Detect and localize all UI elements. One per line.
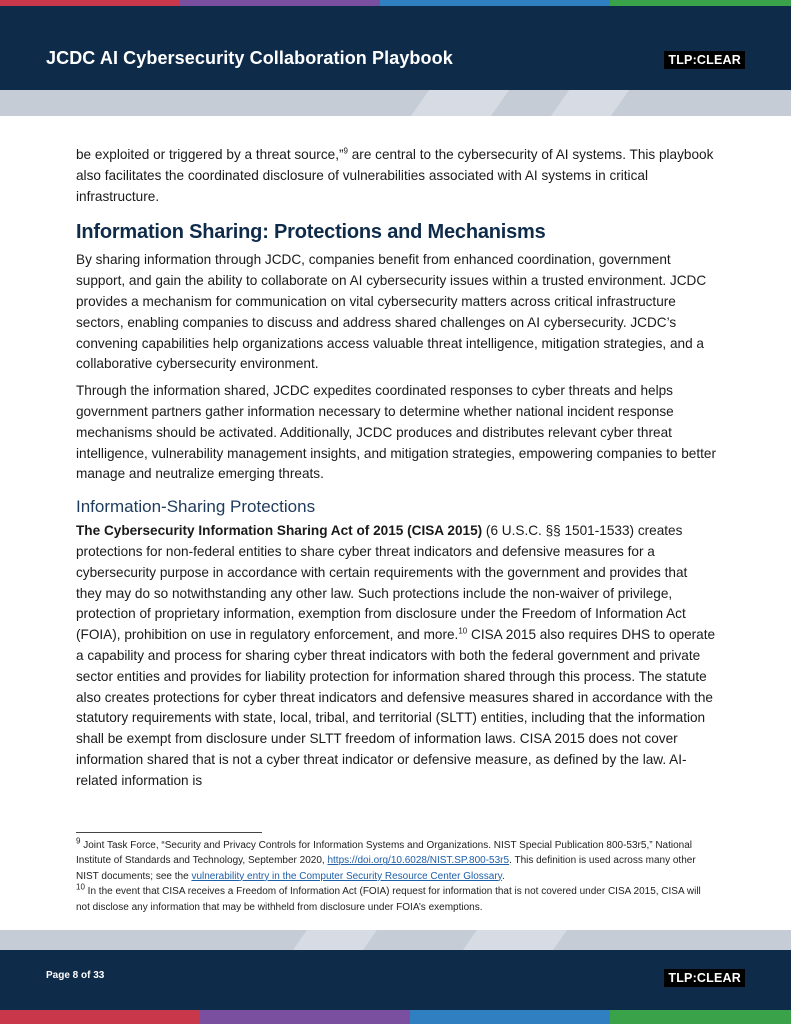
section-heading: Information Sharing: Protections and Mechanisms xyxy=(76,221,546,244)
section-paragraph-1: By sharing information through JCDC, companies benefit from enhanced coordination, government support, and gain the ability to collaborate on AI cybersecurity issues within a trusted environment. JCDC provides a mechanism for communication on vital cybersecurity matters across critical infrastructure sectors, enabling companies to discuss and address shared challenges on AI cybersecurity. JCDC’s convening capabilities help organizations access valuable threat intelligence, mitigation strategies, and a collaborative cybersecurity environment. xyxy=(76,252,707,372)
footnote-ref-10[interactable]: 10 xyxy=(458,626,468,636)
cisa-2015-paragraph: The Cybersecurity Information Sharing Act of 2015 (CISA 2015) (6 U.S.C. §§ 1501-1533) creates protections for non-federal entities to share cyber threat indicators and defensive measures for a cybersecurity purpose in accordance with certain requirements with the government and provides that they may do so notwithstanding any other law. Such protections include the non-waiver of privilege, protection of proprietary information, exemption from disclosure under the Freedom of Information Act (FOIA), prohibition on use in regulatory enforcement, and more.$^{10}$ CISA 2015 also requires DHS to operate a capability and process for sharing cyber threat indicators with both the federal government and private sector entities and provides for liability protection for information shared through this process. The statute also creates protections for cyber threat indicators and defensive measures shared in accordance with the statutory requirements with state, local, tribal, and territorial (SLTT) entities, including that the information shall be exempt from disclosure under SLTT freedom of information laws. CISA 2015 does not cover information shared that is not a cyber threat indicator or defensive measure, as defined by the law. AI-related information is xyxy=(76,523,716,788)
csrc-glossary-link[interactable]: vulnerability entry in the Computer Security Resource Center Glossary xyxy=(191,870,502,882)
footnote-9: $^9$ Joint Task Force, “Security and Privacy Controls for Information Systems and Organizations. NIST Special Publication 800-53r5,” National Institute of Standards and Technology, September 2020, https://doi.org/10.6028/NIST.SP.800-53r5. This definition is used across many other NIST documents; see the vulnerability entry in the Computer Security Resource Center Glossary. xyxy=(76,836,696,882)
header-grey-stripe xyxy=(0,90,791,116)
main-content xyxy=(76,145,716,798)
subsection-heading: Information-Sharing Protections xyxy=(76,497,316,517)
nist-doi-link[interactable]: https://doi.org/10.6028/NIST.SP.800-53r5 xyxy=(327,855,510,867)
tlp-clear-badge-header: TLP:CLEAR xyxy=(664,51,745,69)
footnote-ref-9[interactable]: 9 xyxy=(343,146,348,156)
cisa-2015-lead: The Cybersecurity Information Sharing Act of 2015 (CISA 2015) xyxy=(76,523,483,539)
page-number: Page 8 of 33 xyxy=(46,970,105,981)
bottom-color-stripe xyxy=(0,1004,791,1024)
top-color-stripe xyxy=(0,0,791,28)
tlp-clear-badge-footer: TLP:CLEAR xyxy=(664,969,745,987)
section-paragraph-2: Through the information shared, JCDC expedites coordinated responses to cyber threats and helps government partners gather information necessary to determine whether national incident response mechanisms should be activated. Additionally, JCDC produces and distributes relevant cyber threat intelligence, vulnerability management insights, and mitigation strategies, empowering companies to better manage and neutralize emerging threats. xyxy=(76,383,717,482)
page-header xyxy=(0,28,791,90)
page-footer xyxy=(0,950,791,1004)
footnotes xyxy=(76,838,716,915)
intro-paragraph: be exploited or triggered by a threat source,”$^9$ are central to the cybersecurity of AI systems. This playbook also facilitates the coordinated disclosure of vulnerabilities associated with AI systems in critical infrastructure. xyxy=(76,146,714,204)
document-title: JCDC AI Cybersecurity Collaboration Playbook xyxy=(46,48,453,68)
footnote-10: $^{10}$ In the event that CISA receives a Freedom of Information Act (FOIA) request for information that is not covered under CISA 2015, CISA will not disclose any information that may be withheld from disclosure under FOIA’s exemptions. xyxy=(76,882,701,913)
footnote-divider xyxy=(76,832,262,833)
footer-grey-stripe xyxy=(0,930,791,950)
